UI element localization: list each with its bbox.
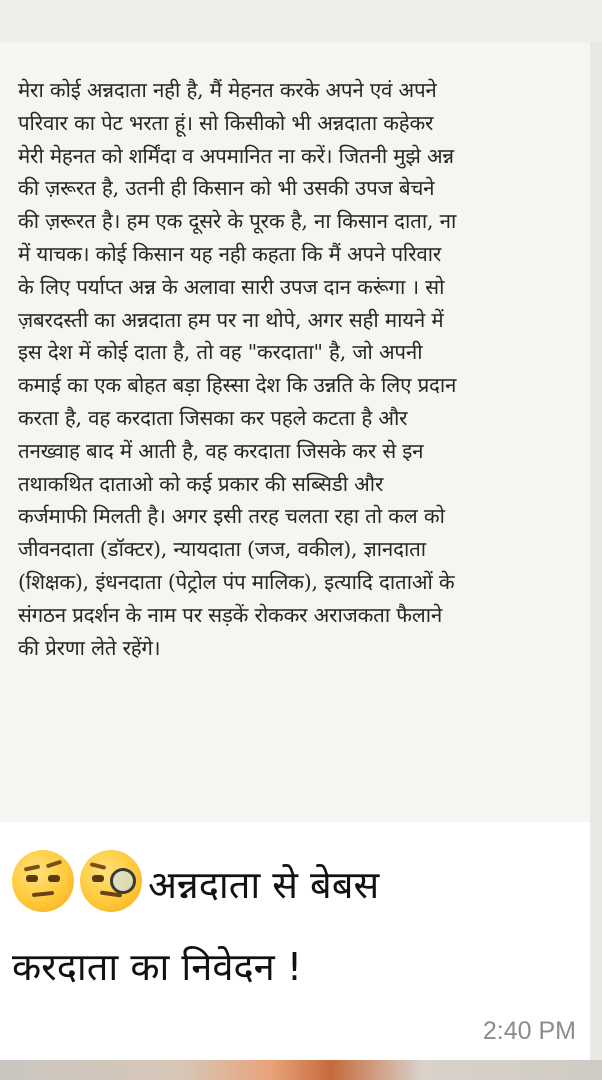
- passage-line: तथाकथित दाताओ को कई प्रकार की सब्सिडी और: [18, 471, 384, 496]
- message-caption-bubble[interactable]: [0, 822, 590, 1060]
- caption-line-1: अन्नदाता से बेबस: [148, 863, 380, 907]
- message-timestamp: 2:40 PM: [482, 1017, 576, 1045]
- passage-line: की ज़रूरत है, उतनी ही किसान को भी उसकी उपज बेचने: [18, 176, 435, 201]
- passage-line: मेरी मेहनत को शर्मिंदा व अपमानित ना करें। जितनी मुझे अन्न: [18, 143, 454, 168]
- passage-line: कमाई का एक बोहत बड़ा हिस्सा देश कि उन्नति के लिए प्रदान: [18, 373, 457, 398]
- passage-line: संगठन प्रदर्शन के नाम पर सड़कें रोककर अराजकता फैलाने: [18, 602, 443, 627]
- raised-eyebrow-emoji-icon: [12, 850, 74, 912]
- passage-line: तनख्वाह बाद में आती है, वह करदाता जिसके कर से इन: [18, 438, 424, 463]
- passage-line: (शिक्षक), इंधनदाता (पेट्रोल पंप मालिक), इत्यादि दाताओं के: [18, 569, 455, 594]
- passage-line: के लिए पर्याप्त अन्न के अलावा सारी उपज दान करूंगा । सो: [18, 274, 445, 299]
- passage-line: ज़बरदस्ती का अन्नदाता हम पर ना थोपे, अगर सही मायने में: [18, 307, 444, 332]
- previous-message-edge: [0, 0, 602, 42]
- image-text-passage: [18, 74, 578, 664]
- passage-line: जीवनदाता (डॉक्टर), न्यायदाता (जज, वकील), ज्ञानदाता: [18, 537, 426, 562]
- message-caption: [12, 844, 582, 1008]
- next-message-image-edge: [0, 1060, 602, 1080]
- monocle-face-emoji-icon: [80, 850, 142, 912]
- passage-line: परिवार का पेट भरता हूं। सो किसीको भी अन्नदाता कहेकर: [18, 110, 434, 135]
- message-image[interactable]: [0, 42, 590, 822]
- caption-line-2: करदाता का निवेदन !: [12, 945, 303, 989]
- passage-line: इस देश में कोई दाता है, तो वह "करदाता" है, जो अपनी: [18, 340, 423, 365]
- passage-line: में याचक। कोई किसान यह नही कहता कि मैं अपने परिवार: [18, 241, 442, 266]
- caption-row-1: [12, 844, 582, 926]
- passage-line: की ज़रूरत है। हम एक दूसरे के पूरक है, ना किसान दाता, ना: [18, 209, 457, 234]
- chat-background-edge: [590, 42, 602, 1060]
- passage-line: की प्रेरणा लेते रहेंगे।: [18, 635, 161, 660]
- passage-line: मेरा कोई अन्नदाता नही है, मैं मेहनत करके अपने एवं अपने: [18, 78, 437, 102]
- passage-line: करता है, वह करदाता जिसका कर पहले कटता है और: [18, 405, 408, 430]
- passage-line: कर्जमाफी मिलती है। अगर इसी तरह चलता रहा तो कल को: [18, 504, 445, 529]
